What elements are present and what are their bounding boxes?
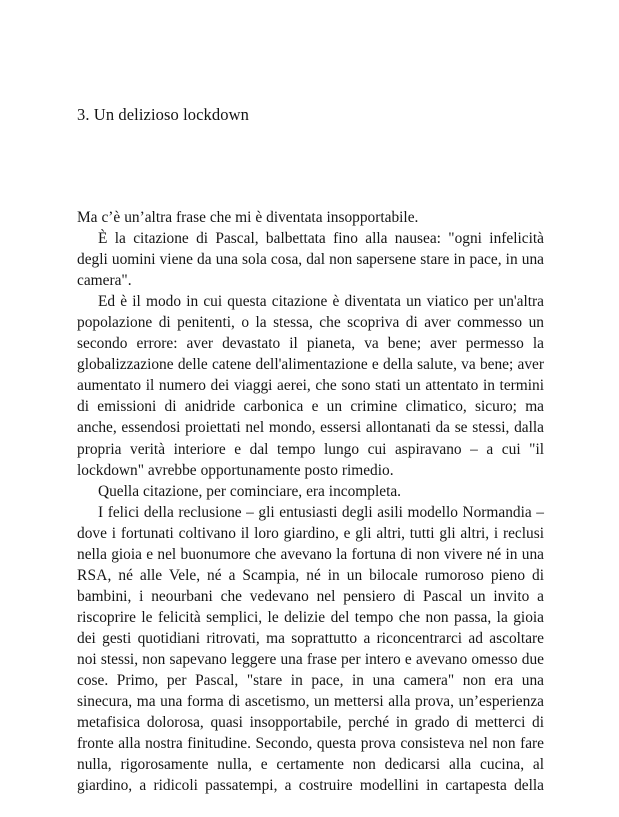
paragraph-5 <box>77 502 544 817</box>
paragraph-3: Ed è il modo in cui questa citazione è diventata un viatico per un'altra popolazione di penitenti, o la stessa, che scopriva di aver commesso un secondo errore: aver devastato il pianeta, va bene; aver permesso la globalizzazione delle catene dell'alimentazione e della salute, va bene; aver aumentato il numero dei viaggi aerei, che sono stati un attentato in termini di emissioni di anidride carbonica e un crimine climatico, sicuro; ma anche, essendosi proiettati nel mondo, essersi allontanati da se stessi, dalla propria verità interiore e dal tempo lungo cui aspiravano – a cui "il lockdown" avrebbe opportunamente posto rimedio. <box>77 293 544 479</box>
paragraph-1: Ma c’è un’altra frase che mi è diventata insopportabile. <box>77 209 419 226</box>
smallcaps-term-rsa: RSA <box>77 566 108 584</box>
paragraph-4: Quella citazione, per cominciare, era incompleta. <box>98 482 402 500</box>
paragraph-5-segment-after: , né alle Vele, né a Scampia, né in un bilocale rumoroso pieno di bambini, i neourbani che vedevano nel pensiero di Pascal un invito a riscoprire le felicità semplici, le delizie del tempo che non passa, la gioia dei gesti quotidiani ritrovati, ma soprattutto a riconcentrarci ad ascoltare noi stessi, non sapevano leggere una frase per intero e avevano omesso due cose. Primo, per Pascal, "stare in pace, in una camera" non era una sinecura, ma una forma di ascetismo, un mettersi alla prova, un’esperienza metafisica dolorosa, quasi insopportabile, perché in grado di metterci di fronte alla nostra finitudine. Secondo, questa prova consisteva nel non fare nulla, rigorosamente nulla, e certamente non dedicarsi alla cucina, al giardino, a ridicoli passatempi, a costruire modellini in cartapesta della <box>77 566 544 795</box>
paragraph-2: È la citazione di Pascal, balbettata fino alla nausea: "ogni infelicità degli uomini viene da una sola cosa, dal non sapersene stare in pace, in una camera". <box>77 230 544 290</box>
chapter-heading: 3. Un delizioso lockdown <box>77 105 249 124</box>
paragraph-5-segment-before: I felici della reclusione – gli entusiasti degli asili modello Normandia – dove i fortunati coltivano il loro giardino, e gli altri, tutti gli altri, i reclusi nella gioia e nel buonumore che avevano la fortuna di non vivere né in una <box>77 503 544 563</box>
body-text-block <box>77 207 544 817</box>
